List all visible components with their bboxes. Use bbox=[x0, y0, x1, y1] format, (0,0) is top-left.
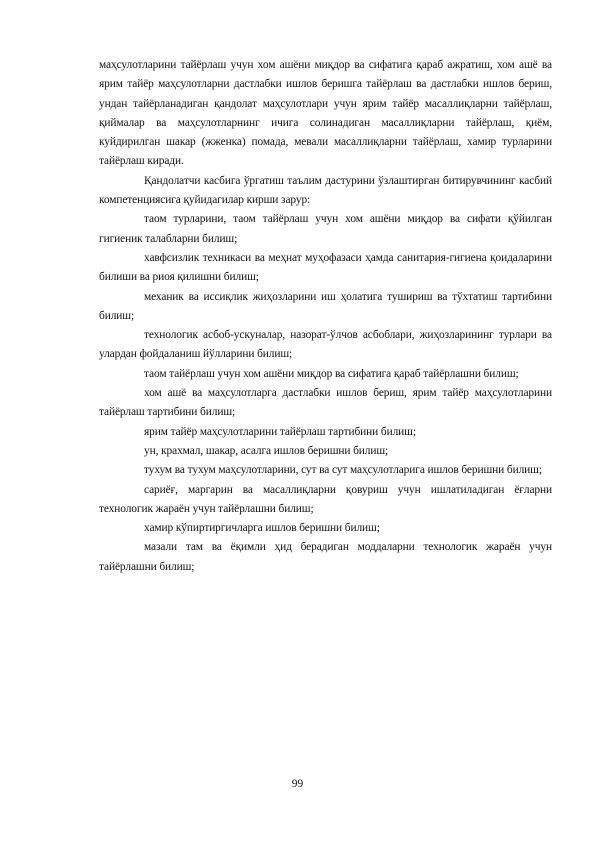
paragraph-9: ярим тайёр маҳсулотларини тайёрлаш тартибини билиш; bbox=[144, 425, 416, 438]
paragraph-4: хавфсизлик техникаси ва меҳнат муҳофазаси ҳамда санитария-гигиена қоидаларини билиши ва риоя қилишни билиш; bbox=[99, 251, 552, 284]
paragraph-10: ун, крахмал, шакар, асалга ишлов беришни билиш; bbox=[144, 444, 389, 457]
paragraph-13: хамир кўпиртиргичларга ишлов беришни билиш; bbox=[144, 522, 380, 535]
document-body bbox=[99, 56, 552, 577]
page-number: 99 bbox=[291, 778, 304, 790]
paragraph-7: таом тайёрлаш учун хом ашёни миқдор ва сифатига қараб тайёрлашни билиш; bbox=[144, 367, 519, 380]
paragraph-11: тухум ва тухум маҳсулотларини, сут ва сут маҳсулотларига ишлов беришни билиш; bbox=[144, 464, 542, 477]
paragraph-2: Қандолатчи касбига ўргатиш таълим дастурини ўзлаштирган битирувчининг касбий компетенциясига қуйидагилар кирши зарур: bbox=[99, 174, 552, 207]
paragraph-3: таом турларини, таом тайёрлаш учун хом ашёни миқдор ва сифати қўйилган гигиеник талабларни билиш; bbox=[99, 213, 552, 245]
paragraph-1: маҳсулотларини тайёрлаш учун хом ашёни миқдор ва сифатига қараб ажратиш, хом ашё ва ярим тайёр маҳсулотларни дастлабки ишлов беришга тайёрлаш ва дастлабки ишлов бериш, ундан тайёрланадиган қандолат маҳсулотлари учун ярим тайёр масаллиқларни тайёрлаш, қиймалар ва маҳсулотларнинг ичига солинадиган масаллиқларни тайёрлаш, қиём, куйдирилган шакар (жженка) помада, мевали масаллиқларни тайёрлаш, хамир турларини тайёрлаш киради. bbox=[99, 59, 552, 168]
paragraph-12: сариёғ, маргарин ва масаллиқларни қовуриш учун ишлатиладиган ёғларни технологик жараён учун тайёрлашни билиш; bbox=[99, 483, 552, 515]
paragraph-6: технологик асбоб-ускуналар, назорат-ўлчов асбоблари, жиҳозларининг турлари ва улардан фойдаланиш йўлларини билиш; bbox=[99, 329, 552, 361]
paragraph-8: хом ашё ва маҳсулотларга дастлабки ишлов бериш, ярим тайёр маҳсулотларини тайёрлаш тартибини билиш; bbox=[99, 387, 552, 419]
paragraph-14: мазали там ва ёқимли ҳид берадиган моддаларни технологик жараён учун тайёрлашни билиш; bbox=[99, 541, 552, 573]
paragraph-5: механик ва иссиқлик жиҳозларини иш ҳолатига тушириш ва тўхтатиш тартибини билиш; bbox=[99, 290, 552, 322]
